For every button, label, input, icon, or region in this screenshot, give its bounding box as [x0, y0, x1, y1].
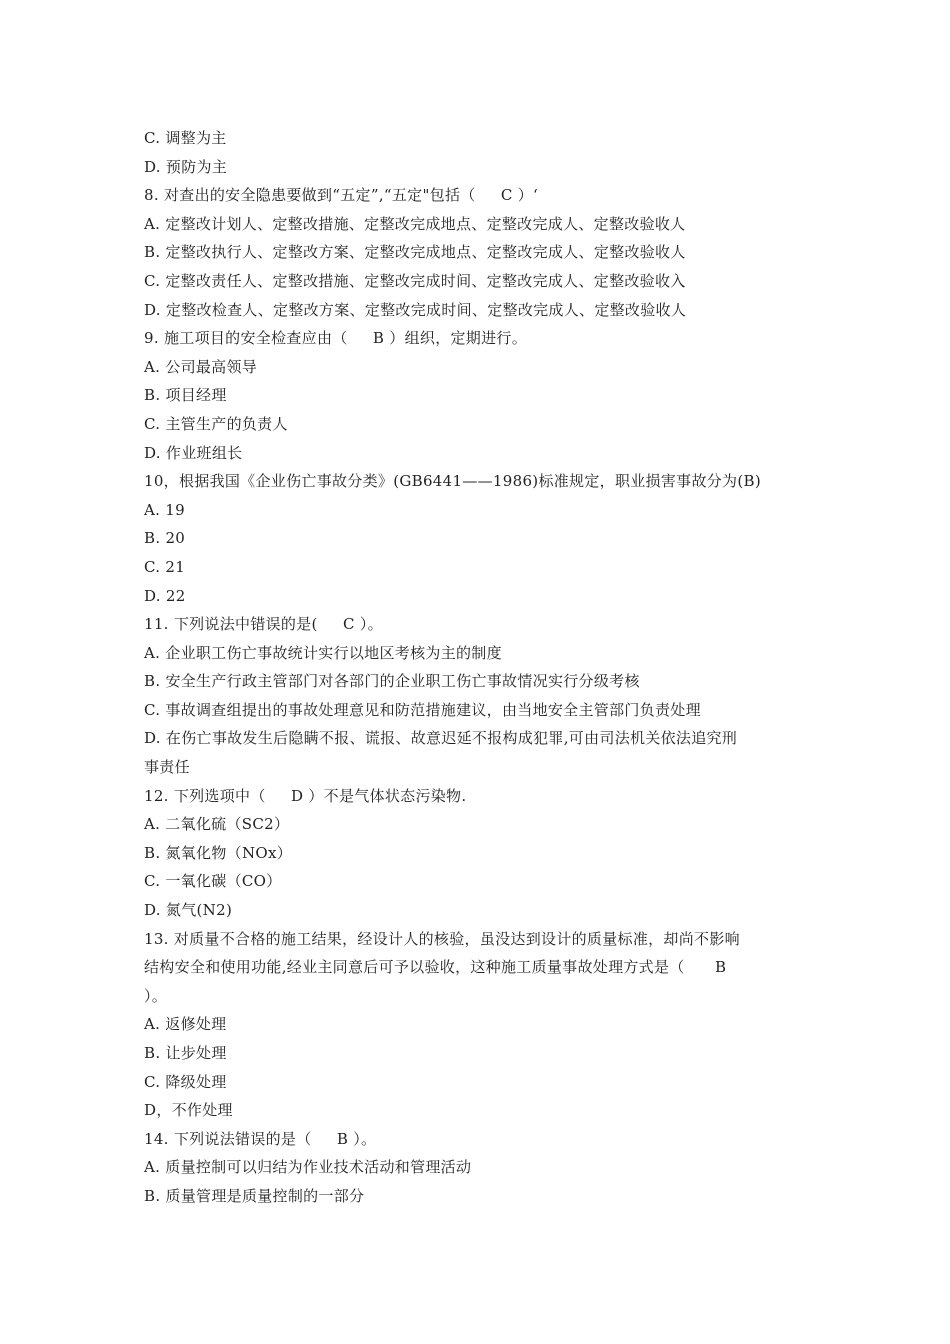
- question-10: 10，根据我国《企业伤亡事故分类》(GB6441——1986)标准规定，职业损害事故分为(B): [144, 472, 761, 491]
- question-12: 12. 下列选项中（ D ）不是气体状态污染物.: [144, 786, 467, 805]
- option-a-q12: A. 二氧化硫（SC2）: [144, 815, 290, 834]
- question-11: 11. 下列说法中错误的是( C ）。: [144, 615, 383, 634]
- question-13: 13. 对质量不合格的施工结果，经设计人的核验，虽没达到设计的质量标准，却尚不影响: [144, 929, 740, 948]
- option-a-q11: A. 企业职工伤亡事故统计实行以地区考核为主的制度: [144, 643, 502, 662]
- option-c-q7: C. 调整为主: [144, 129, 227, 147]
- option-b-q9: B. 项目经理: [144, 386, 227, 405]
- question-8: 8. 对查出的安全隐患要做到“五定”,“五定"包括（ C ）‘: [144, 186, 539, 205]
- option-c-q8: C. 定整改责任人、定整改措施、定整改完成时间、定整改完成人、定整改验收入: [144, 271, 686, 290]
- option-d-q11-continued: 事责任: [144, 758, 190, 777]
- option-a-q14: A. 质量控制可以归结为作业技术活动和管理活动: [144, 1158, 472, 1177]
- option-a-q9: A. 公司最高领导: [144, 357, 258, 376]
- option-b-q10: B. 20: [144, 529, 186, 548]
- question-13-continued: 结构安全和使用功能,经业主同意后可予以验收，这种施工质量事故处理方式是（ B: [144, 958, 727, 977]
- option-d-q8: D. 定整改检查人、定整改方案、定整改完成时间、定整改完成人、定整改验收人: [144, 300, 687, 319]
- option-c-q10: C. 21: [144, 557, 186, 576]
- option-b-q14: B. 质量管理是质量控制的一部分: [144, 1186, 365, 1205]
- option-a-q10: A. 19: [144, 500, 185, 519]
- option-a-q8: A. 定整改计划人、定整改措施、定整改完成地点、定整改完成人、定整改验收人: [144, 214, 686, 233]
- option-d-q12: D. 氮气(N2): [144, 901, 233, 920]
- option-d-q11: D. 在伤亡事故发生后隐瞒不报、谎报、故意迟延不报构成犯罪,可由司法机关依法追究刑: [144, 729, 738, 748]
- question-9: 9. 施工项目的安全检查应由（ B ）组织，定期进行。: [144, 329, 528, 348]
- option-d-q10: D. 22: [144, 586, 186, 605]
- option-b-q13: B. 让步处理: [144, 1044, 227, 1062]
- option-d-q13: D，不作处理: [144, 1101, 233, 1120]
- option-c-q13: C. 降级处理: [144, 1072, 227, 1091]
- option-b-q12: B. 氮氧化物（NOx）: [144, 843, 293, 862]
- question-14: 14. 下列说法错误的是（ B ）。: [144, 1129, 377, 1148]
- option-a-q13: A. 返修处理: [144, 1015, 227, 1034]
- option-b-q8: B. 定整改执行人、定整改方案、定整改完成地点、定整改完成人、定整改验收人: [144, 243, 686, 262]
- option-c-q12: C. 一氧化碳（CO）: [144, 872, 282, 891]
- document-page: [144, 124, 814, 1211]
- option-b-q11: B. 安全生产行政主管部门对各部门的企业职工伤亡事故情况实行分级考核: [144, 672, 640, 691]
- option-d-q9: D. 作业班组长: [144, 443, 243, 462]
- option-c-q9: C. 主管生产的负责人: [144, 414, 288, 433]
- option-d-q7: D. 预防为主: [144, 157, 228, 176]
- option-c-q11: C. 事故调查组提出的事故处理意见和防范措施建议，由当地安全主管部门负责处理: [144, 700, 701, 719]
- question-13-end: ）。: [144, 986, 168, 1005]
